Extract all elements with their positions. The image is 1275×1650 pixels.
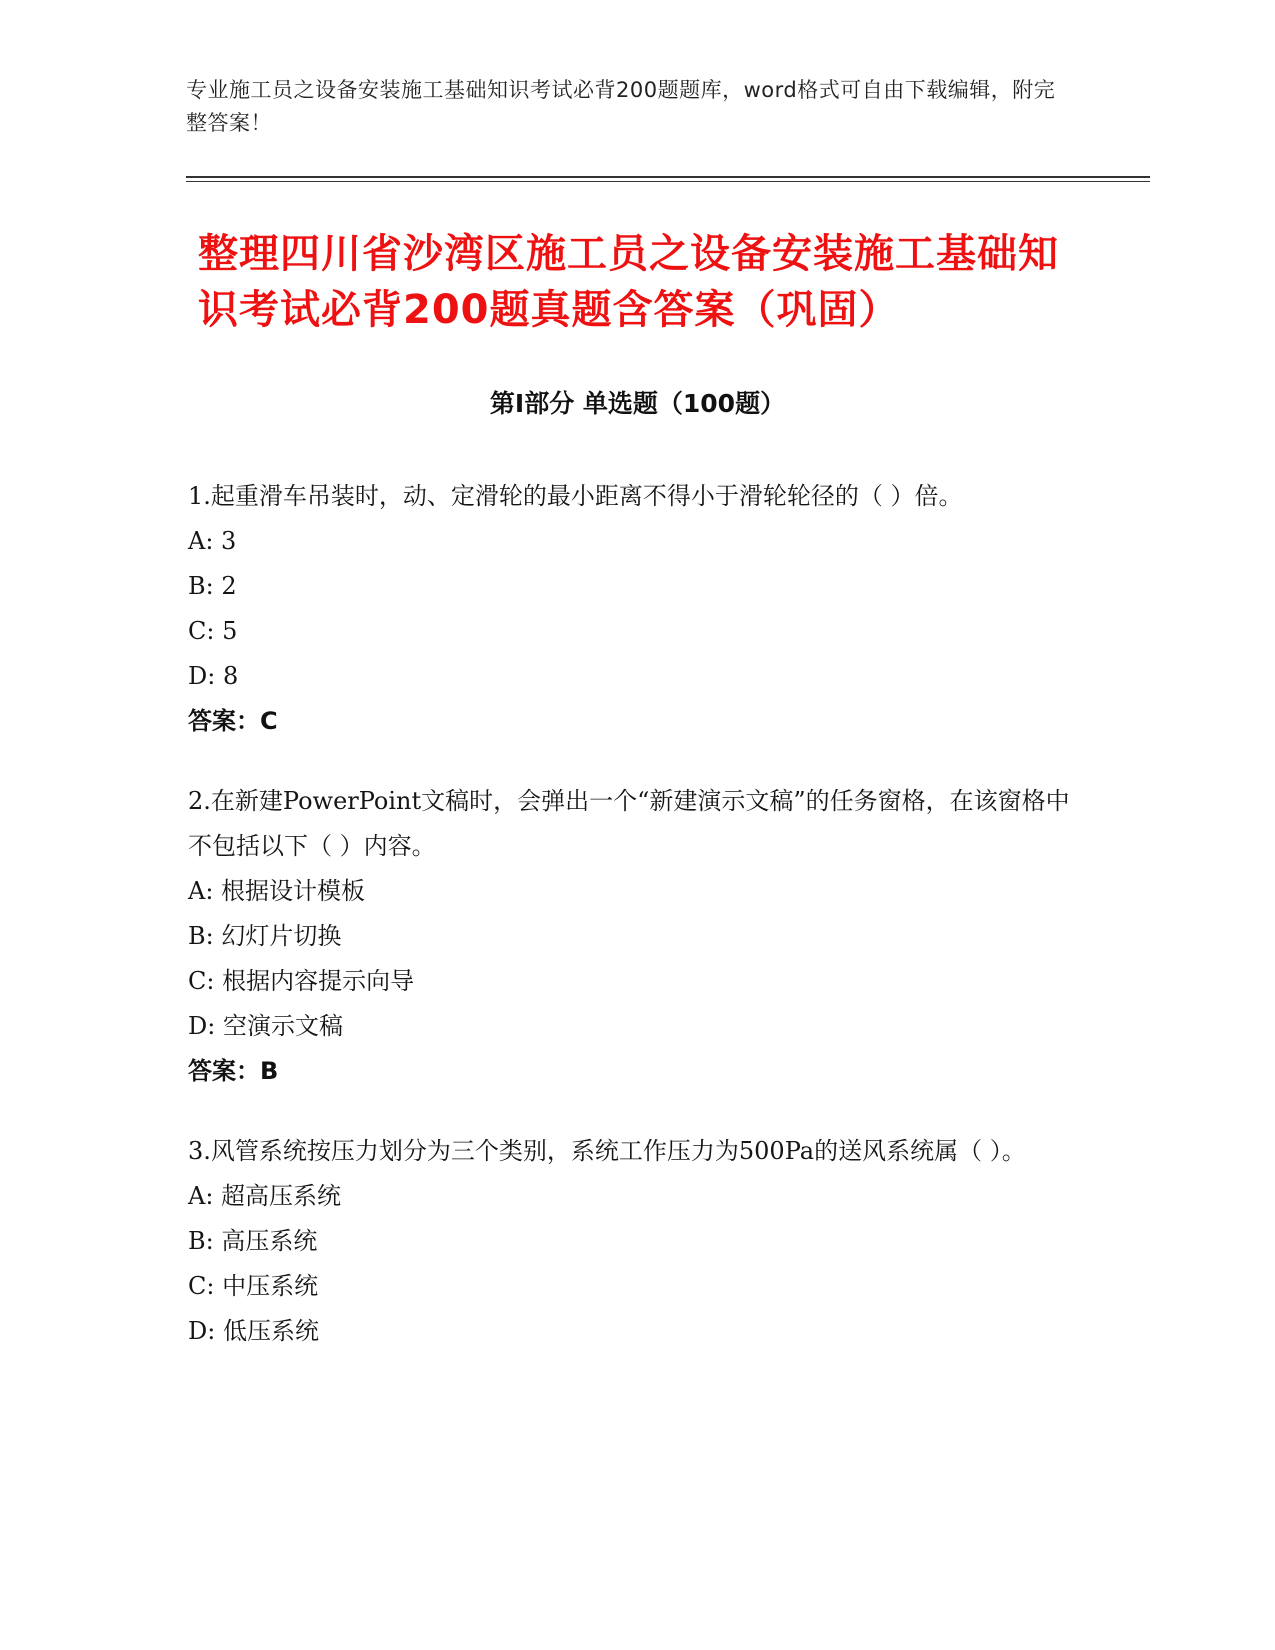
option-c: C: 根据内容提示向导 xyxy=(188,967,415,995)
option-d: D: 8 xyxy=(188,662,239,690)
option-b: B: 2 xyxy=(188,572,237,600)
option-a: A: 3 xyxy=(188,527,237,555)
section-heading: 第Ⅰ部分 单选题（100题） xyxy=(489,389,786,418)
question-2 xyxy=(188,779,1078,1094)
question-3 xyxy=(188,1129,1078,1354)
header-divider-thick xyxy=(186,176,1150,178)
answer-line: 答案：B xyxy=(188,1057,279,1085)
question-stem: 3.风管系统按压力划分为三个类别，系统工作压力为500Pa的送风系统属（ ）。 xyxy=(188,1137,1026,1165)
header-note: 专业施工员之设备安装施工基础知识考试必背200题题库，word格式可自由下载编辑，附完整答案！ xyxy=(186,78,1056,135)
question-list xyxy=(188,474,1078,1389)
document-title: 整理四川省沙湾区施工员之设备安装施工基础知识考试必背200题真题含答案（巩固） xyxy=(198,231,1059,333)
option-c: C: 中压系统 xyxy=(188,1272,319,1300)
option-b: B: 幻灯片切换 xyxy=(188,922,342,950)
question-stem: 1.起重滑车吊装时，动、定滑轮的最小距离不得小于滑轮轮径的（ ）倍。 xyxy=(188,482,963,510)
option-b: B: 高压系统 xyxy=(188,1227,318,1255)
option-a: A: 根据设计模板 xyxy=(188,877,366,905)
question-1 xyxy=(188,474,1078,744)
option-d: D: 低压系统 xyxy=(188,1317,319,1345)
answer-line: 答案：C xyxy=(188,707,278,735)
header-divider-thin xyxy=(186,181,1150,182)
option-a: A: 超高压系统 xyxy=(188,1182,342,1210)
question-stem: 2.在新建PowerPoint文稿时，会弹出一个“新建演示文稿”的任务窗格，在该窗格中不包括以下（ ）内容。 xyxy=(188,787,1070,860)
option-c: C: 5 xyxy=(188,617,238,645)
option-d: D: 空演示文稿 xyxy=(188,1012,343,1040)
